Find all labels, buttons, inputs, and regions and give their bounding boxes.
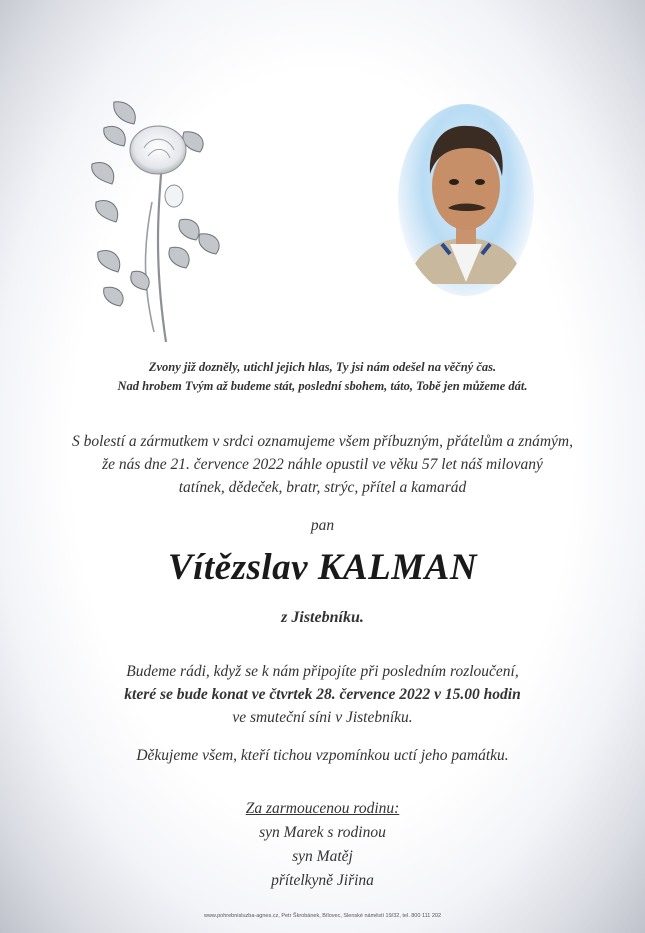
thanks-line: Děkujeme všem, kteří tichou vzpomínkou uctí jeho památku. (136, 747, 509, 764)
funeral-place-line: ve smuteční síni v Jistebníku. (232, 709, 413, 726)
announcement-line: že nás dne 21. července 2022 náhle opustil ve věku 57 let náš milovaný (102, 456, 543, 473)
mourner-name: syn Marek s rodinou (259, 824, 386, 841)
deceased-origin: z Jistebníku. (281, 609, 364, 626)
deceased-name: Vítězslav KALMAN (167, 547, 478, 588)
memorial-verse (0, 358, 645, 396)
funeral-date-line: které se bude konat ve čtvrtek 28. července 2022 v 15.00 hodin (124, 686, 521, 703)
verse-line: Zvony již dozněly, utichl jejich hlas, Ty jsi nám odešel na věčný čas. (148, 360, 497, 374)
announcement-line: tatínek, dědeček, bratr, strýc, přítel a kamarád (178, 479, 467, 496)
portrait-photo (398, 104, 534, 296)
funeral-line: Budeme rádi, když se k nám připojíte při posledním rozloučení, (126, 663, 519, 680)
mourners-list (0, 797, 645, 893)
mourner-name: syn Matěj (292, 848, 353, 865)
funeral-details (0, 660, 645, 729)
announcement-line: S bolestí a zármutkem v srdci oznamujeme všem příbuzným, přátelům a známým, (72, 433, 573, 450)
verse-line: Nad hrobem Tvým až budeme stát, poslední sbohem, táto, Tobě jen můžeme dát. (117, 379, 528, 393)
death-announcement (0, 430, 645, 499)
mourner-name: přítelkyně Jiřina (271, 872, 374, 889)
mourners-heading: Za zarmoucenou rodinu: (245, 800, 400, 817)
title-word: pan (310, 517, 335, 534)
rose-illustration (84, 92, 232, 350)
footer-imprint: www.pohrebnisluzba-agnes.cz, Petr Škrobánek, Bílovec, Slenské náměstí 19/32, tel. 800 111 202 (203, 913, 442, 919)
